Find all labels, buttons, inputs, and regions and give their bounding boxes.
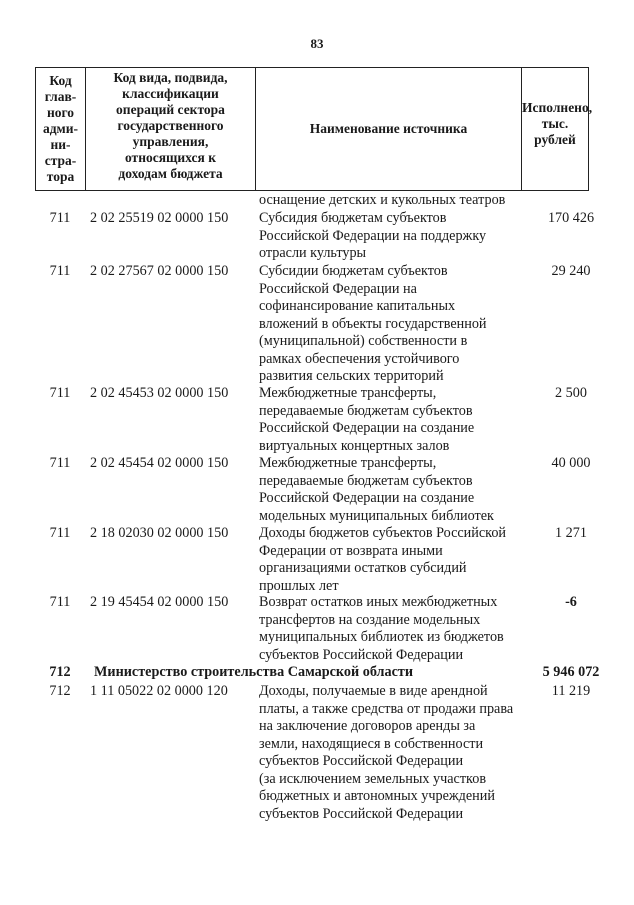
admin-code: 711 <box>49 210 71 226</box>
source-name: Субсидии бюджетам субъектов Российской Федерации на софинансирование капитальных вложений в объекты государственной (муниципальной) собственности в рамках обеспечения устойчивого развития сельских территорий <box>259 263 487 384</box>
amount: 2 500 <box>555 385 587 401</box>
carryover-text: оснащение детских и кукольных театров <box>259 192 506 208</box>
kbk-code: 2 02 27567 02 0000 150 <box>90 263 229 279</box>
source-name: Межбюджетные трансферты, передаваемые бюджетам субъектов Российской Федерации на создание виртуальных концертных залов <box>259 385 475 454</box>
amount: 40 000 <box>551 455 591 471</box>
kbk-code: 2 02 45454 02 0000 150 <box>90 455 229 471</box>
source-name: Доходы, получаемые в виде арендной платы, а также средства от продажи права на заключение договоров аренды за земли, находящиеся в собственности субъектов Российской Федерации (за исключением земельных участков бюджетных и автономных учреждений субъектов Российской Федерации <box>259 683 514 822</box>
amount: 29 240 <box>551 263 591 279</box>
ministry-amount: 5 946 072 <box>542 664 600 680</box>
admin-code: 711 <box>49 594 71 610</box>
amount: 1 271 <box>555 525 587 541</box>
admin-code: 711 <box>49 525 71 541</box>
amount: 170 426 <box>547 210 595 226</box>
header-admin-code: Код глав- ного адми- ни- стра- тора <box>36 68 86 191</box>
admin-code: 711 <box>49 385 71 401</box>
admin-code: 712 <box>49 683 71 699</box>
page-number: 83 <box>310 36 324 51</box>
source-name: Межбюджетные трансферты, передаваемые бюджетам субъектов Российской Федерации на создание модельных муниципальных библиотек <box>259 455 494 524</box>
kbk-code: 2 02 45453 02 0000 150 <box>90 385 229 401</box>
kbk-code: 2 02 25519 02 0000 150 <box>90 210 229 226</box>
header-source-name: Наименование источника <box>256 68 522 191</box>
source-name: Субсидия бюджетам субъектов Российской Федерации на поддержку отрасли культуры <box>259 210 487 261</box>
amount: 11 219 <box>551 683 591 699</box>
kbk-code: 1 11 05022 02 0000 120 <box>90 683 228 699</box>
amount: -6 <box>565 594 577 610</box>
kbk-code: 2 19 45454 02 0000 150 <box>90 594 229 610</box>
admin-code: 711 <box>49 263 71 279</box>
admin-code: 711 <box>49 455 71 471</box>
header-executed-amount: Исполнено, тыс. рублей <box>522 68 589 191</box>
kbk-code: 2 18 02030 02 0000 150 <box>90 525 229 541</box>
ministry-code: 712 <box>49 664 71 680</box>
source-name: Возврат остатков иных межбюджетных трансфертов на создание модельных муниципальных библиотек из бюджетов субъектов Российской Федерации <box>259 594 504 663</box>
ministry-name: Министерство строительства Самарской области <box>94 664 414 680</box>
header-kbk-code: Код вида, подвида, классификации операций сектора государственного управления, относящихся к доходам бюджета <box>86 68 256 191</box>
source-name: Доходы бюджетов субъектов Российской Федерации от возврата иными организациями остатков субсидий прошлых лет <box>259 525 507 594</box>
